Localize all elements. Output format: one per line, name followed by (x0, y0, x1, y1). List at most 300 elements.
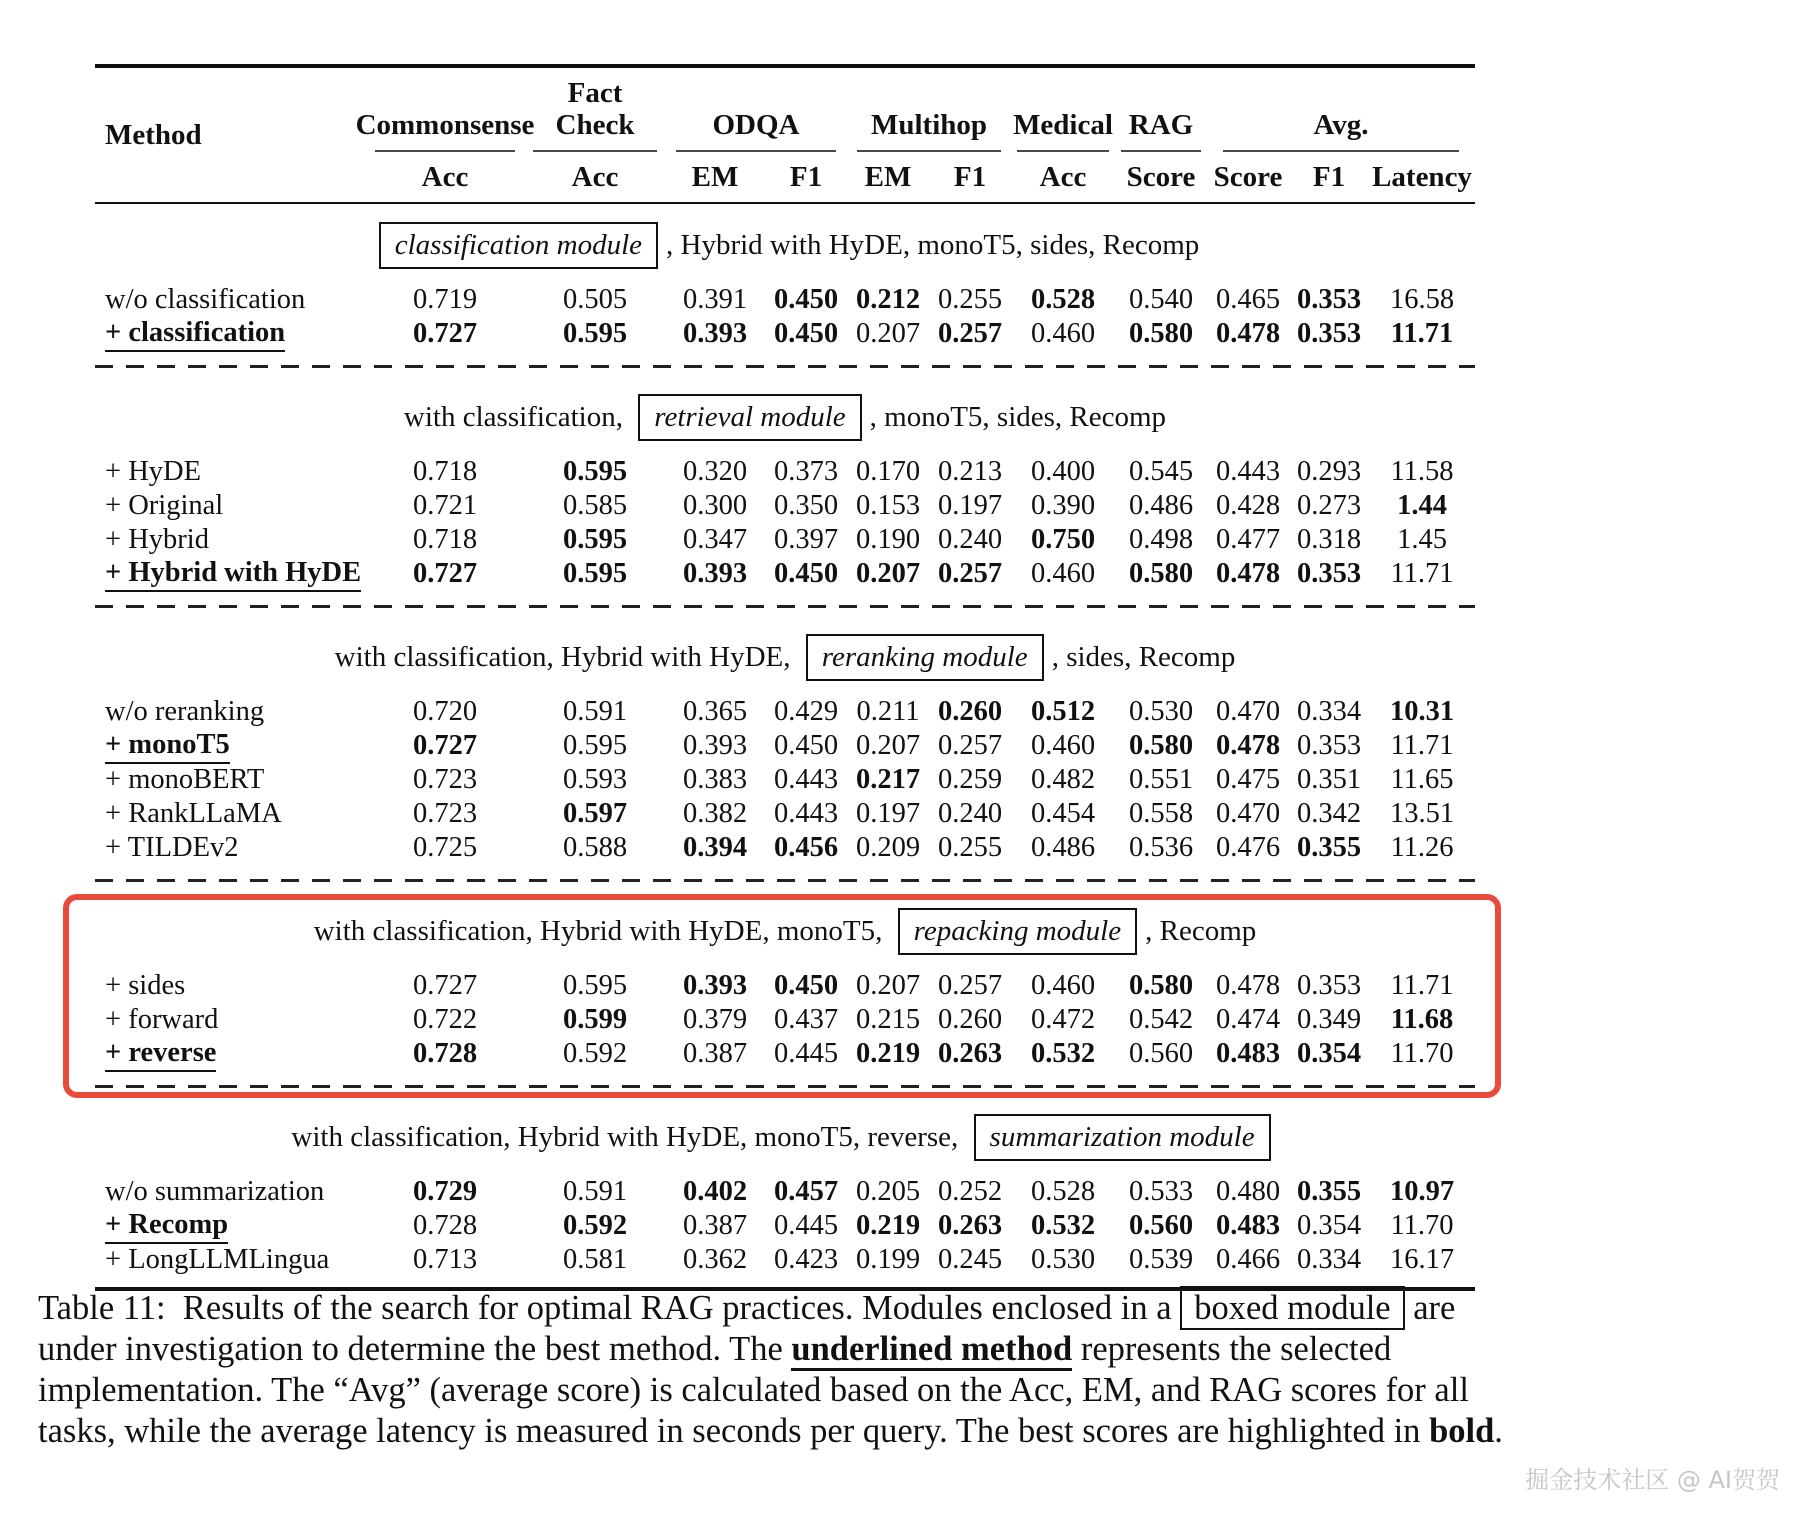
value-cell: 0.580 (1128, 558, 1194, 590)
module-box: reranking module (806, 634, 1044, 681)
value-cell: 0.460 (1030, 558, 1096, 590)
value-cell: 0.387 (682, 1210, 748, 1242)
method-label: + TILDEv2 (105, 831, 239, 863)
table-row (95, 317, 1475, 351)
section-header (95, 376, 1475, 455)
value-cell: 0.334 (1296, 1243, 1362, 1275)
value-cell: 0.353 (1296, 969, 1362, 1001)
value-cell: 11.26 (1390, 831, 1454, 863)
value-cell: 0.539 (1128, 1243, 1194, 1275)
table-row (95, 763, 1475, 797)
dashed-separator (95, 879, 1475, 882)
value-cell: 0.153 (855, 489, 921, 521)
table-row (95, 283, 1475, 317)
value-cell: 0.347 (682, 523, 748, 555)
method-cell (95, 317, 365, 352)
value-cell: 0.470 (1215, 695, 1281, 727)
value-cell: 0.450 (773, 730, 839, 762)
value-cell: 0.551 (1128, 763, 1194, 795)
value-cell: 0.382 (682, 797, 748, 829)
value-cell: 0.207 (855, 969, 921, 1001)
value-cell: 0.595 (562, 318, 628, 350)
value-cell: 0.750 (1030, 523, 1096, 555)
value-cell: 0.353 (1296, 318, 1362, 350)
value-cell: 0.255 (937, 831, 1003, 863)
dashed-separator (95, 1085, 1475, 1088)
column-group-label: Fact Check (555, 77, 635, 141)
value-cell: 0.197 (937, 489, 1003, 521)
value-cell: 0.719 (412, 283, 478, 315)
module-box: repacking module (898, 908, 1138, 955)
value-cell: 0.445 (773, 1210, 839, 1242)
section-header-text: , sides, Recomp (1051, 640, 1236, 673)
value-cell: 0.257 (937, 969, 1003, 1001)
value-cell: 0.595 (562, 523, 628, 555)
method-label: w/o reranking (105, 695, 265, 727)
value-cell: 0.379 (682, 1003, 748, 1035)
value-cell: 0.354 (1296, 1038, 1362, 1070)
value-cell: 0.528 (1030, 1175, 1096, 1207)
value-cell: 0.456 (773, 831, 839, 863)
value-cell: 0.293 (1296, 455, 1362, 487)
value-cell: 11.71 (1390, 318, 1454, 350)
value-cell: 0.437 (773, 1003, 839, 1035)
value-cell: 0.219 (855, 1210, 921, 1242)
column-header-method: Method (105, 118, 202, 151)
column-subheader: Latency (1372, 160, 1472, 193)
value-cell: 0.486 (1030, 831, 1096, 863)
caption-segment: represents the selected implementation. The “Avg” (average score) is calculated based on the Acc, EM, and RAG scores for all tasks, while the average latency is measured in seconds per query. The best scores are highlighted in (38, 1330, 1469, 1451)
value-cell: 0.342 (1296, 797, 1362, 829)
table-row (95, 1209, 1475, 1243)
method-cell (95, 970, 365, 1002)
caption-segment: boxed module (1180, 1286, 1404, 1330)
value-cell: 11.71 (1390, 969, 1454, 1001)
value-cell: 0.445 (773, 1038, 839, 1070)
column-group-header (355, 78, 535, 154)
table-body (95, 204, 1475, 1277)
section-header-text: with classification, (403, 400, 631, 433)
value-cell: 0.460 (1030, 318, 1096, 350)
column-group-header (665, 78, 847, 154)
value-cell: 0.478 (1215, 318, 1281, 350)
method-cell (95, 490, 365, 522)
section-header-text: with classification, Hybrid with HyDE, monoT5, (313, 914, 890, 947)
value-cell: 0.353 (1296, 730, 1362, 762)
value-cell: 0.560 (1128, 1038, 1194, 1070)
method-label: + forward (105, 1003, 219, 1035)
value-cell: 0.595 (562, 455, 628, 487)
caption-segment: bold (1429, 1412, 1495, 1451)
value-cell: 11.71 (1390, 730, 1454, 762)
value-cell: 10.97 (1389, 1175, 1455, 1207)
value-cell: 0.720 (412, 695, 478, 727)
value-cell: 0.580 (1128, 318, 1194, 350)
table-section (95, 616, 1475, 882)
column-group-header (1207, 78, 1475, 154)
value-cell: 0.351 (1296, 763, 1362, 795)
value-cell: 0.597 (562, 797, 628, 829)
value-cell: 0.581 (562, 1243, 628, 1275)
watermark: 掘金技术社区 @ AI贺贺 (1525, 1466, 1780, 1494)
value-cell: 0.725 (412, 831, 478, 863)
value-cell: 0.428 (1215, 489, 1281, 521)
value-cell: 0.397 (773, 523, 839, 555)
dashed-separator (95, 605, 1475, 608)
value-cell: 0.373 (773, 455, 839, 487)
value-cell: 0.197 (855, 797, 921, 829)
value-cell: 0.530 (1128, 695, 1194, 727)
table-row (95, 797, 1475, 831)
table-row (95, 1003, 1475, 1037)
table-row (95, 557, 1475, 591)
value-cell: 0.263 (937, 1038, 1003, 1070)
value-cell: 0.474 (1215, 1003, 1281, 1035)
value-cell: 0.300 (682, 489, 748, 521)
column-group-label: Multihop (870, 108, 988, 141)
value-cell: 0.533 (1128, 1175, 1194, 1207)
value-cell: 0.483 (1215, 1210, 1281, 1242)
value-cell: 0.588 (562, 831, 628, 863)
value-cell: 0.245 (937, 1243, 1003, 1275)
value-cell: 0.215 (855, 1003, 921, 1035)
value-cell: 0.512 (1030, 695, 1096, 727)
value-cell: 0.334 (1296, 695, 1362, 727)
method-label: + monoBERT (105, 763, 265, 795)
column-group-rule (375, 150, 516, 152)
method-label: + RankLLaMA (105, 797, 282, 829)
table-section (95, 204, 1475, 368)
table-section (95, 890, 1475, 1088)
value-cell: 0.273 (1296, 489, 1362, 521)
section-header (95, 1096, 1475, 1175)
value-cell: 0.728 (412, 1210, 478, 1242)
column-group-header (525, 78, 665, 154)
column-group-label: ODQA (712, 108, 800, 141)
value-cell: 0.727 (412, 318, 478, 350)
column-subheader: Acc (421, 160, 469, 193)
method-label: + HyDE (105, 455, 202, 487)
value-cell: 0.454 (1030, 797, 1096, 829)
value-cell: 0.402 (682, 1175, 748, 1207)
method-label: + Hybrid with HyDE (105, 557, 361, 592)
method-cell (95, 729, 365, 764)
section-header-text: with classification, Hybrid with HyDE, (334, 640, 798, 673)
value-cell: 0.355 (1296, 831, 1362, 863)
column-group-label: RAG (1128, 108, 1194, 141)
value-cell: 0.443 (1215, 455, 1281, 487)
value-cell: 0.257 (937, 318, 1003, 350)
value-cell: 0.599 (562, 1003, 628, 1035)
value-cell: 0.390 (1030, 489, 1096, 521)
dashed-separator (95, 365, 1475, 368)
column-subheader: EM (691, 160, 739, 193)
value-cell: 0.170 (855, 455, 921, 487)
module-box: classification module (379, 222, 658, 269)
value-cell: 1.44 (1397, 489, 1447, 521)
value-cell: 0.393 (682, 969, 748, 1001)
method-cell (95, 1176, 365, 1208)
method-cell (95, 1004, 365, 1036)
value-cell: 0.393 (682, 730, 748, 762)
value-cell: 0.483 (1215, 1038, 1281, 1070)
value-cell: 16.58 (1389, 283, 1455, 315)
value-cell: 0.478 (1215, 558, 1281, 590)
value-cell: 0.400 (1030, 455, 1096, 487)
column-group-rule (1121, 150, 1202, 152)
value-cell: 16.17 (1389, 1243, 1455, 1275)
value-cell: 0.393 (682, 558, 748, 590)
method-label: + reverse (105, 1037, 216, 1072)
method-cell (95, 764, 365, 796)
value-cell: 0.545 (1128, 455, 1194, 487)
value-cell: 0.460 (1030, 730, 1096, 762)
value-cell: 13.51 (1389, 797, 1455, 829)
value-cell: 0.478 (1215, 730, 1281, 762)
table-row (95, 489, 1475, 523)
section-header (95, 616, 1475, 695)
value-cell: 0.723 (412, 797, 478, 829)
table-row (95, 729, 1475, 763)
value-cell: 0.429 (773, 695, 839, 727)
value-cell: 0.365 (682, 695, 748, 727)
results-table (95, 64, 1475, 1291)
method-label: + monoT5 (105, 729, 230, 764)
value-cell: 0.486 (1128, 489, 1194, 521)
value-cell: 0.465 (1215, 283, 1281, 315)
value-cell: 0.580 (1128, 730, 1194, 762)
value-cell: 0.595 (562, 730, 628, 762)
table-row (95, 1037, 1475, 1071)
value-cell: 0.540 (1128, 283, 1194, 315)
section-header-text: with classification, Hybrid with HyDE, monoT5, reverse, (291, 1120, 966, 1153)
method-label: + classification (105, 317, 285, 352)
value-cell: 1.45 (1397, 523, 1447, 555)
value-cell: 0.470 (1215, 797, 1281, 829)
value-cell: 0.727 (412, 558, 478, 590)
column-group-label: Medical (1013, 108, 1113, 141)
value-cell: 0.530 (1030, 1243, 1096, 1275)
value-cell: 0.207 (855, 318, 921, 350)
value-cell: 0.355 (1296, 1175, 1362, 1207)
table-row (95, 455, 1475, 489)
value-cell: 0.211 (856, 695, 920, 727)
value-cell: 0.383 (682, 763, 748, 795)
method-cell (95, 1244, 365, 1276)
value-cell: 0.349 (1296, 1003, 1362, 1035)
column-group-header (1115, 78, 1207, 154)
method-cell (95, 284, 365, 316)
value-cell: 0.443 (773, 763, 839, 795)
value-cell: 0.593 (562, 763, 628, 795)
caption-segment: are under investigation to determine the best method. The (38, 1289, 1456, 1369)
method-cell (95, 456, 365, 488)
column-group-label: Commonsense (355, 108, 535, 141)
method-cell (95, 832, 365, 864)
value-cell: 0.387 (682, 1038, 748, 1070)
column-subheader: Score (1213, 160, 1283, 193)
value-cell: 0.591 (562, 695, 628, 727)
caption-segment: Table 11: Results of the search for optimal RAG practices. Modules enclosed in a (38, 1289, 1181, 1327)
method-cell (95, 1037, 365, 1072)
section-header-text: , monoT5, sides, Recomp (869, 400, 1167, 433)
table-row (95, 831, 1475, 865)
value-cell: 0.477 (1215, 523, 1281, 555)
section-header-text: , Recomp (1145, 914, 1257, 947)
value-cell: 0.393 (682, 318, 748, 350)
value-cell: 0.450 (773, 283, 839, 315)
table-header (95, 68, 1475, 202)
value-cell: 0.450 (773, 969, 839, 1001)
value-cell: 0.257 (937, 558, 1003, 590)
table-row (95, 695, 1475, 729)
value-cell: 0.212 (855, 283, 921, 315)
value-cell: 0.528 (1030, 283, 1096, 315)
value-cell: 0.476 (1215, 831, 1281, 863)
value-cell: 0.240 (937, 797, 1003, 829)
value-cell: 11.58 (1390, 455, 1454, 487)
module-box: retrieval module (638, 394, 861, 441)
value-cell: 0.260 (937, 695, 1003, 727)
value-cell: 0.318 (1296, 523, 1362, 555)
table-section (95, 1096, 1475, 1277)
value-cell: 11.71 (1390, 558, 1454, 590)
value-cell: 0.592 (562, 1210, 628, 1242)
value-cell: 0.482 (1030, 763, 1096, 795)
value-cell: 0.713 (412, 1243, 478, 1275)
value-cell: 0.362 (682, 1243, 748, 1275)
value-cell: 0.219 (855, 1038, 921, 1070)
value-cell: 0.217 (855, 763, 921, 795)
value-cell: 0.728 (412, 1038, 478, 1070)
value-cell: 0.205 (855, 1175, 921, 1207)
value-cell: 0.721 (412, 489, 478, 521)
value-cell: 0.560 (1128, 1210, 1194, 1242)
caption-segment: . (1494, 1412, 1503, 1451)
method-label: w/o classification (105, 283, 306, 315)
module-box: summarization module (974, 1114, 1271, 1161)
value-cell: 0.354 (1296, 1210, 1362, 1242)
value-cell: 0.727 (412, 969, 478, 1001)
section-header (95, 204, 1475, 283)
value-cell: 0.263 (937, 1210, 1003, 1242)
value-cell: 0.558 (1128, 797, 1194, 829)
value-cell: 0.595 (562, 558, 628, 590)
value-cell: 0.580 (1128, 969, 1194, 1001)
value-cell: 0.240 (937, 523, 1003, 555)
value-cell: 0.260 (937, 1003, 1003, 1035)
value-cell: 0.259 (937, 763, 1003, 795)
value-cell: 0.350 (773, 489, 839, 521)
method-label: + Hybrid (105, 523, 209, 555)
value-cell: 0.585 (562, 489, 628, 521)
value-cell: 0.450 (773, 318, 839, 350)
value-cell: 0.722 (412, 1003, 478, 1035)
value-cell: 0.450 (773, 558, 839, 590)
column-group-header (1011, 78, 1115, 154)
method-cell (95, 557, 365, 592)
value-cell: 0.475 (1215, 763, 1281, 795)
column-group-rule (1223, 150, 1459, 152)
value-cell: 0.252 (937, 1175, 1003, 1207)
value-cell: 0.505 (562, 283, 628, 315)
value-cell: 0.353 (1296, 558, 1362, 590)
value-cell: 0.353 (1296, 283, 1362, 315)
value-cell: 0.190 (855, 523, 921, 555)
method-label: + sides (105, 969, 186, 1001)
value-cell: 0.595 (562, 969, 628, 1001)
column-group-label: Avg. (1313, 108, 1369, 141)
value-cell: 0.480 (1215, 1175, 1281, 1207)
method-cell (95, 798, 365, 830)
value-cell: 0.457 (773, 1175, 839, 1207)
value-cell: 0.532 (1030, 1038, 1096, 1070)
value-cell: 0.718 (412, 455, 478, 487)
value-cell: 0.320 (682, 455, 748, 487)
value-cell: 0.209 (855, 831, 921, 863)
value-cell: 0.213 (937, 455, 1003, 487)
table-row (95, 1243, 1475, 1277)
method-label: + Original (105, 489, 224, 521)
value-cell: 11.70 (1390, 1038, 1454, 1070)
section-header-text: , Hybrid with HyDE, monoT5, sides, Recomp (666, 228, 1200, 261)
column-subheader: F1 (953, 160, 987, 193)
column-subheader: Acc (571, 160, 619, 193)
value-cell: 0.592 (562, 1038, 628, 1070)
value-cell: 0.199 (855, 1243, 921, 1275)
value-cell: 0.727 (412, 730, 478, 762)
column-group-rule (857, 150, 1001, 152)
value-cell: 0.207 (855, 730, 921, 762)
column-subheader: Score (1126, 160, 1196, 193)
value-cell: 11.68 (1390, 1003, 1454, 1035)
caption-segment: underlined method (791, 1330, 1072, 1371)
method-label: + Recomp (105, 1209, 228, 1244)
table-row (95, 523, 1475, 557)
table-caption (38, 1288, 1536, 1452)
column-group-rule (676, 150, 836, 152)
table-section (95, 376, 1475, 608)
value-cell: 0.729 (412, 1175, 478, 1207)
value-cell: 0.460 (1030, 969, 1096, 1001)
value-cell: 10.31 (1389, 695, 1455, 727)
value-cell: 0.718 (412, 523, 478, 555)
value-cell: 0.423 (773, 1243, 839, 1275)
column-group-rule (1017, 150, 1109, 152)
method-label: + LongLLMLingua (105, 1243, 330, 1275)
value-cell: 0.394 (682, 831, 748, 863)
value-cell: 0.723 (412, 763, 478, 795)
value-cell: 0.478 (1215, 969, 1281, 1001)
value-cell: 0.532 (1030, 1210, 1096, 1242)
section-header (95, 890, 1475, 969)
value-cell: 0.443 (773, 797, 839, 829)
column-subheader: EM (864, 160, 912, 193)
value-cell: 0.207 (855, 558, 921, 590)
value-cell: 0.257 (937, 730, 1003, 762)
value-cell: 0.472 (1030, 1003, 1096, 1035)
method-cell (95, 1209, 365, 1244)
column-subheader: F1 (1312, 160, 1346, 193)
method-cell (95, 696, 365, 728)
table-row (95, 1175, 1475, 1209)
table-row (95, 969, 1475, 1003)
column-group-rule (533, 150, 656, 152)
value-cell: 0.536 (1128, 831, 1194, 863)
method-label: w/o summarization (105, 1175, 325, 1207)
value-cell: 0.466 (1215, 1243, 1281, 1275)
value-cell: 11.70 (1390, 1210, 1454, 1242)
